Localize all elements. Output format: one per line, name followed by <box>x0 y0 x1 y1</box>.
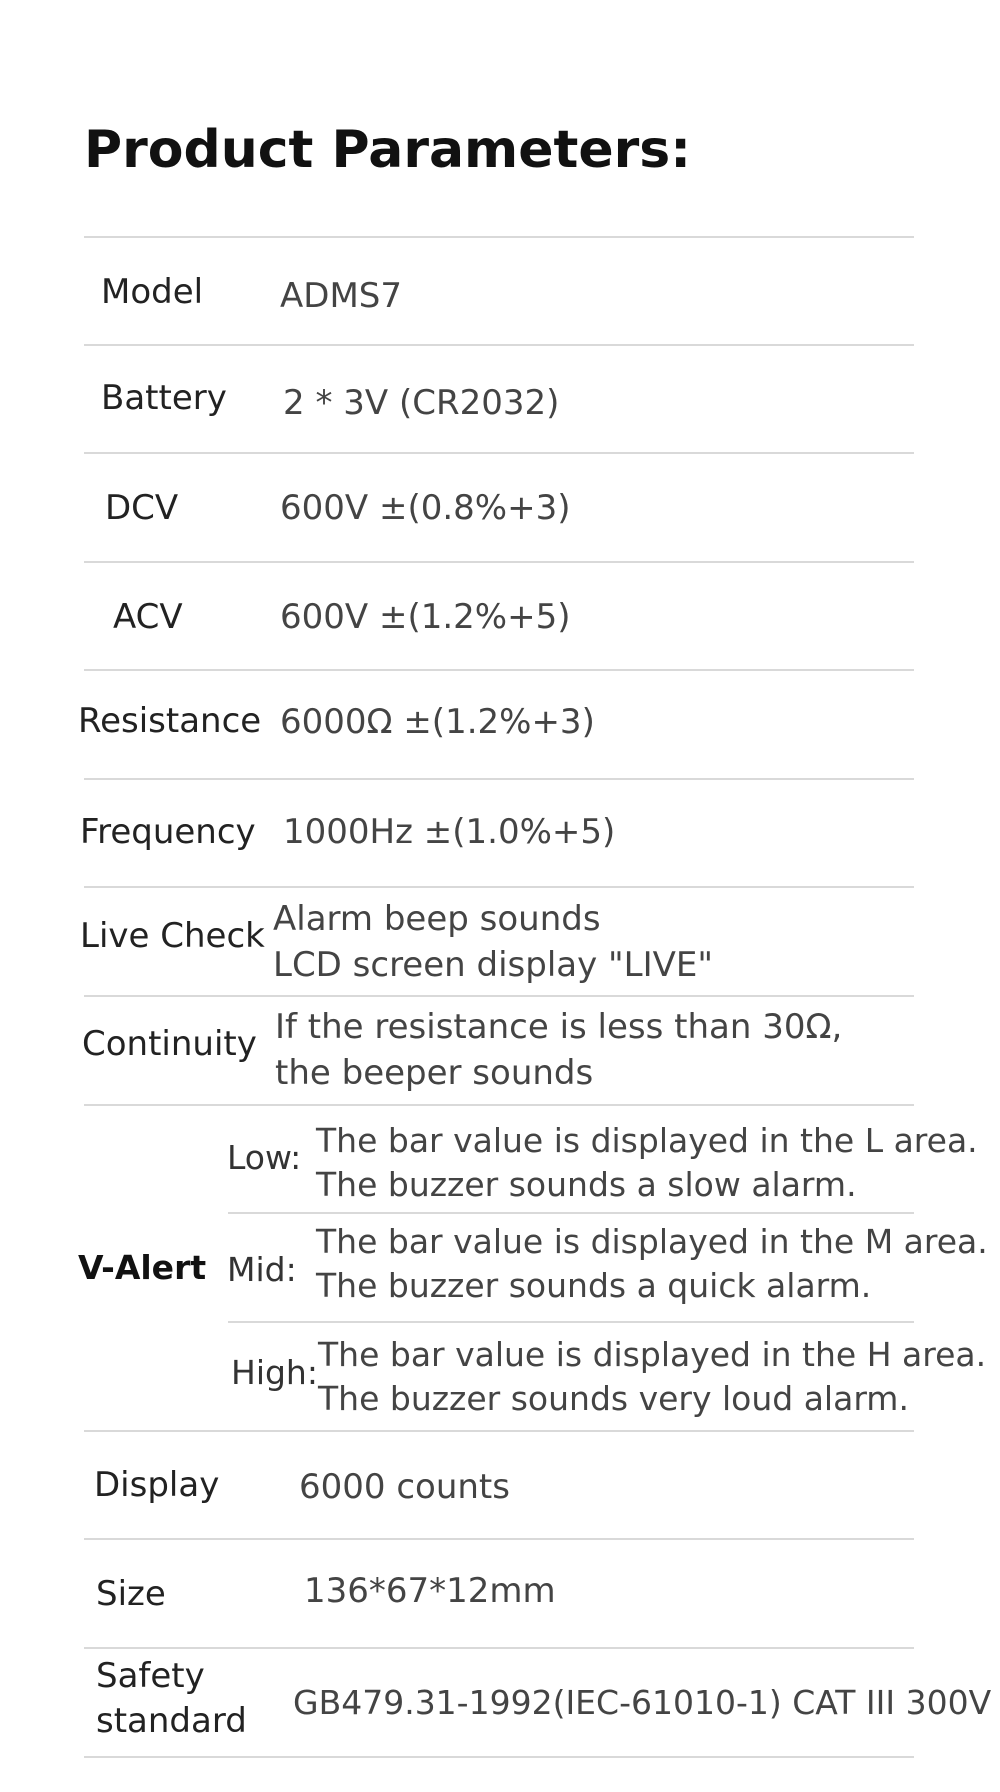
divider <box>84 344 914 346</box>
level-label: Mid: <box>227 1250 297 1289</box>
divider <box>84 452 914 454</box>
row-label: Frequency <box>80 812 256 852</box>
row-value: GB479.31-1992(IEC-61010-1) CAT III 300V <box>293 1683 992 1722</box>
row-value: 600V ±(0.8%+3) <box>280 488 571 528</box>
row-label: Resistance <box>78 701 262 741</box>
divider <box>84 236 914 238</box>
row-value: 600V ±(1.2%+5) <box>280 597 571 637</box>
row-label: Continuity <box>82 1024 257 1064</box>
divider <box>84 886 914 888</box>
row-label-line: standard <box>96 1701 247 1741</box>
level-label: High: <box>231 1353 318 1392</box>
level-line: The bar value is displayed in the M area. <box>316 1222 988 1261</box>
row-value: 6000Ω ±(1.2%+3) <box>280 702 595 742</box>
divider <box>84 561 914 563</box>
divider <box>84 1538 914 1540</box>
divider <box>228 1212 914 1214</box>
row-label: Battery <box>101 378 227 418</box>
row-value-line: Alarm beep sounds <box>273 899 601 939</box>
row-label: Model <box>101 272 204 312</box>
divider <box>84 1756 914 1758</box>
row-label-line: Safety <box>96 1656 205 1696</box>
level-line: The bar value is displayed in the H area. <box>318 1335 987 1374</box>
level-line: The bar value is displayed in the L area. <box>316 1121 978 1160</box>
row-label: Size <box>96 1574 166 1614</box>
level-line: The buzzer sounds a slow alarm. <box>316 1165 857 1204</box>
row-label: DCV <box>105 488 179 528</box>
row-value-line: LCD screen display "LIVE" <box>273 945 714 985</box>
divider <box>84 778 914 780</box>
page-title: Product Parameters: <box>84 120 692 180</box>
row-value-line: If the resistance is less than 30Ω, <box>275 1007 843 1047</box>
row-value: 6000 counts <box>299 1467 510 1507</box>
row-label: ACV <box>113 597 183 637</box>
level-label: Low: <box>227 1138 302 1177</box>
divider <box>228 1321 914 1323</box>
divider <box>84 669 914 671</box>
divider <box>84 1104 914 1106</box>
row-value: ADMS7 <box>280 276 402 316</box>
row-label: Live Check <box>80 916 265 956</box>
row-value: 1000Hz ±(1.0%+5) <box>283 812 616 852</box>
v-alert-label: V-Alert <box>78 1248 207 1287</box>
divider <box>84 1647 914 1649</box>
divider <box>84 1430 914 1432</box>
row-label: Display <box>94 1465 220 1505</box>
row-value: 136*67*12mm <box>304 1571 556 1611</box>
row-value-line: the beeper sounds <box>275 1053 594 1093</box>
level-line: The buzzer sounds a quick alarm. <box>316 1266 872 1305</box>
level-line: The buzzer sounds very loud alarm. <box>318 1379 909 1418</box>
row-value: 2 * 3V (CR2032) <box>283 383 560 423</box>
divider <box>84 995 914 997</box>
